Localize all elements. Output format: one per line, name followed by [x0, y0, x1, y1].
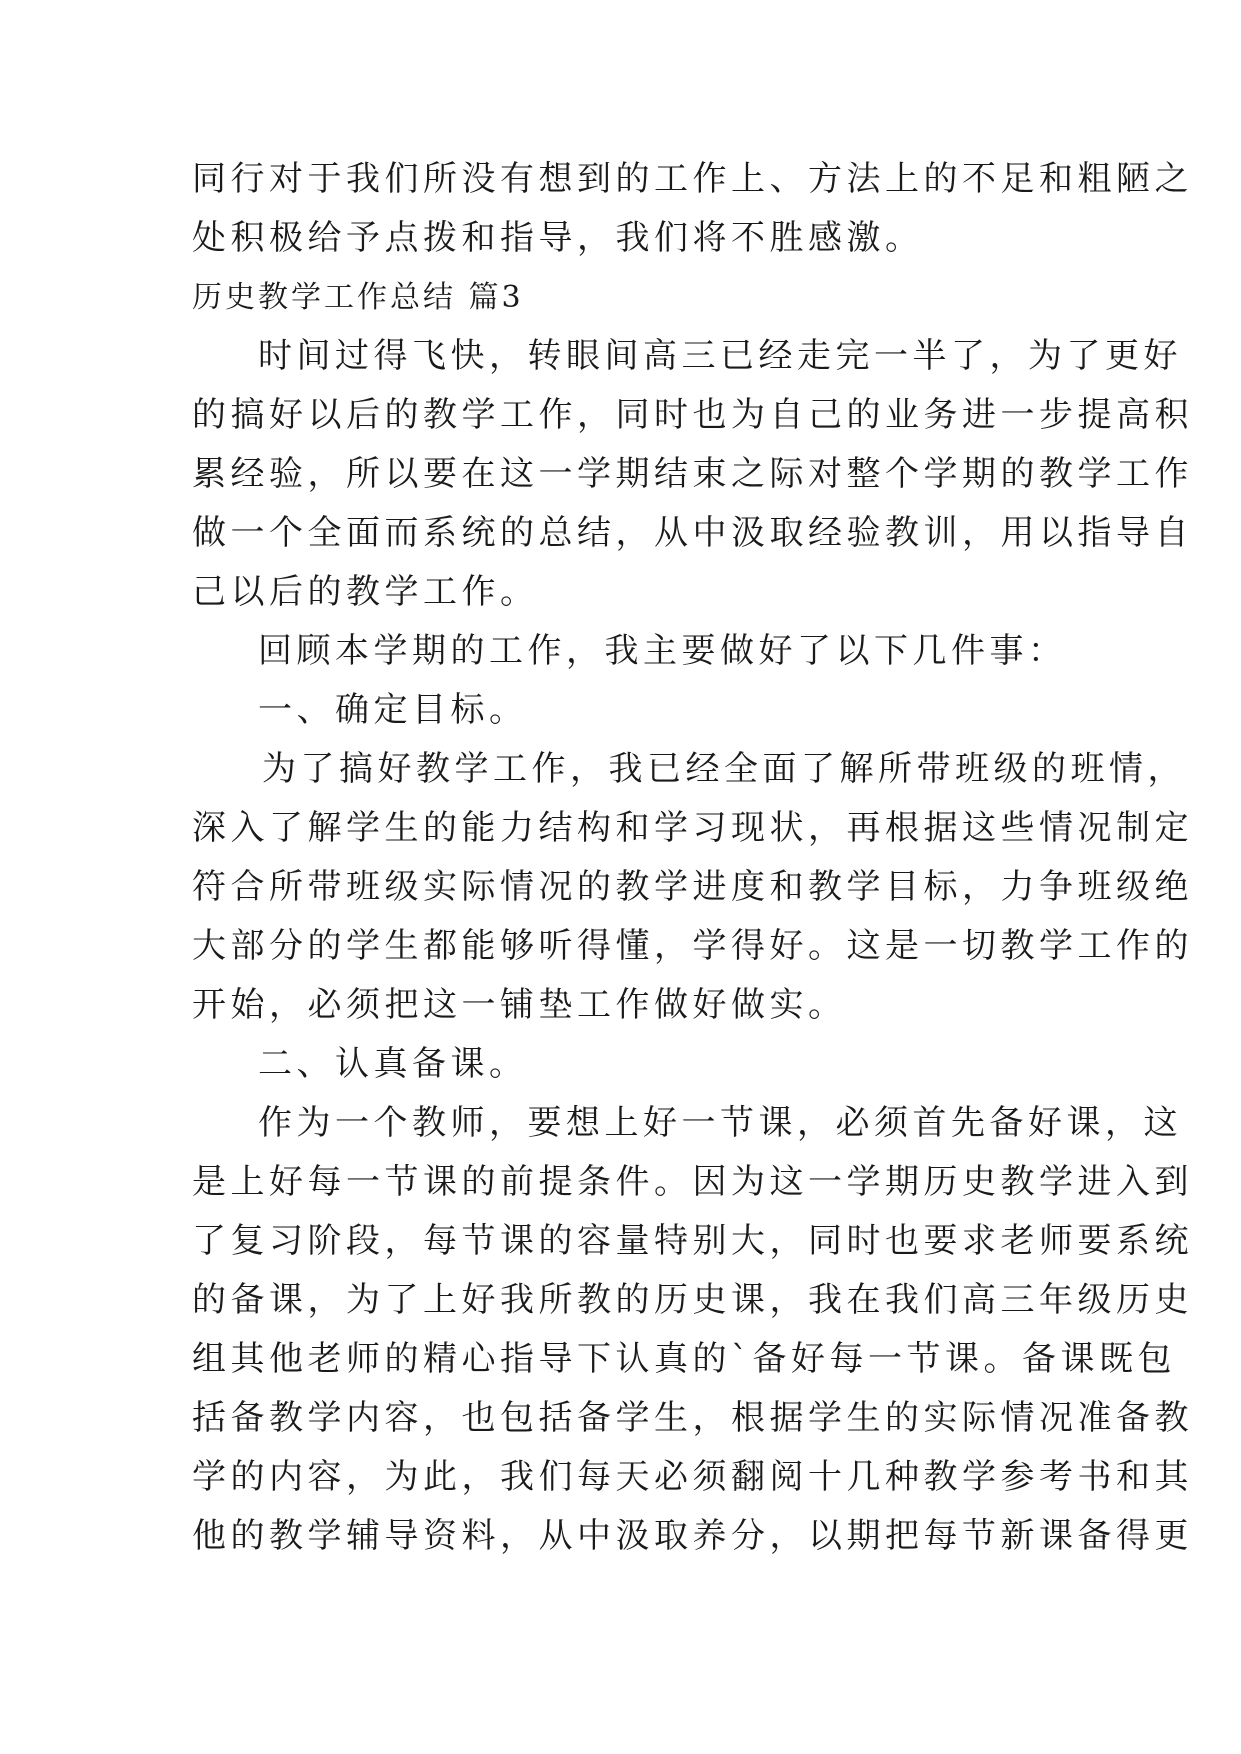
body-text-line: 学的内容，为此，我们每天必须翻阅十几种教学参考书和其: [192, 1457, 1193, 1497]
body-text-line: 是上好每一节课的前提条件。因为这一学期历史教学进入到: [192, 1162, 1193, 1202]
paragraph-first-line: 作为一个教师，要想上好一节课，必须首先备好课，这: [258, 1103, 1182, 1143]
body-text-line: 做一个全面而系统的总结，从中汲取经验教训，用以指导自: [192, 513, 1193, 553]
section-title: 历史教学工作总结 篇3: [192, 280, 524, 315]
body-text-line: 己以后的教学工作。: [192, 572, 539, 612]
body-text-line: 的备课，为了上好我所教的历史课，我在我们高三年级历史: [192, 1280, 1193, 1320]
body-text-line: 处积极给予点拨和指导，我们将不胜感激。: [192, 218, 924, 258]
body-text-line: 深入了解学生的能力结构和学习现状，再根据这些情况制定: [192, 808, 1193, 848]
body-text-line: 累经验，所以要在这一学期结束之际对整个学期的教学工作: [192, 454, 1193, 494]
paragraph-first-line: 为了搞好教学工作，我已经全面了解所带班级的班情，: [262, 749, 1186, 789]
paragraph-first-line: 回顾本学期的工作，我主要做好了以下几件事：: [258, 631, 1067, 671]
body-text-line: 同行对于我们所没有想到的工作上、方法上的不足和粗陋之: [192, 159, 1193, 199]
body-text-line: 括备教学内容，也包括备学生，根据学生的实际情况准备教: [192, 1398, 1193, 1438]
subheading: 二、认真备课。: [258, 1044, 528, 1084]
body-text-line: 开始，必须把这一铺垫工作做好做实。: [192, 985, 847, 1025]
document-page: [192, 150, 1193, 1566]
body-text-line: 大部分的学生都能够听得懂，学得好。这是一切教学工作的: [192, 926, 1193, 966]
body-text-line: 的搞好以后的教学工作，同时也为自己的业务进一步提高积: [192, 395, 1193, 435]
paragraph-first-line: 时间过得飞快，转眼间高三已经走完一半了，为了更好: [258, 336, 1182, 376]
subheading: 一、确定目标。: [258, 690, 528, 730]
body-text-line: 他的教学辅导资料，从中汲取养分，以期把每节新课备得更: [192, 1516, 1193, 1556]
body-text-line: 了复习阶段，每节课的容量特别大，同时也要求老师要系统: [192, 1221, 1193, 1261]
body-text-line: 符合所带班级实际情况的教学进度和教学目标，力争班级绝: [192, 867, 1193, 907]
body-text-line: 组其他老师的精心指导下认真的`备好每一节课。备课既包: [192, 1339, 1176, 1379]
